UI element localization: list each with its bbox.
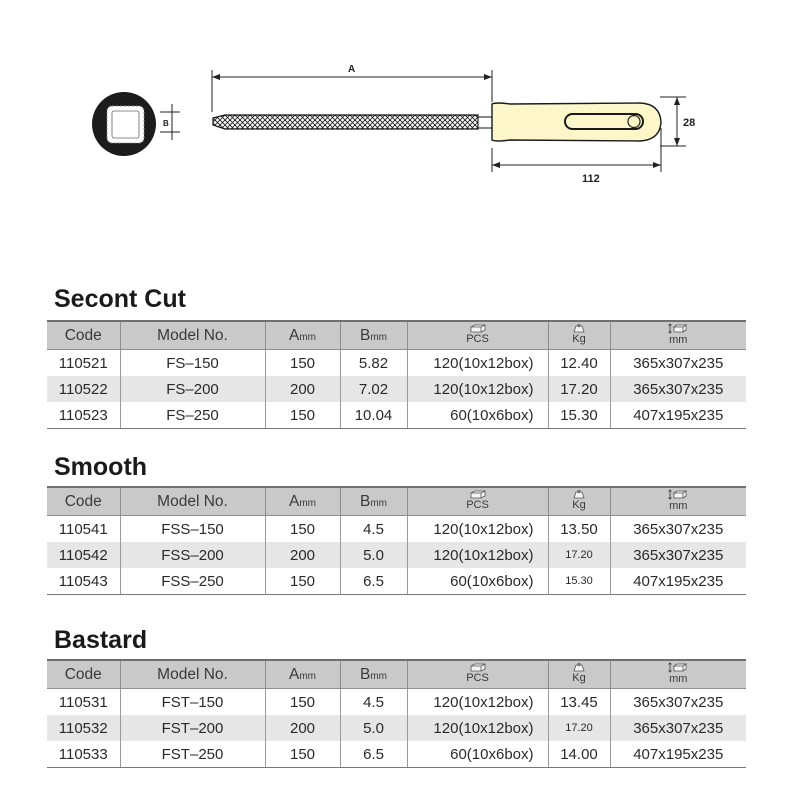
- header-mm: mm: [610, 321, 746, 350]
- header-model: Model No.: [120, 660, 265, 689]
- cell-code: 110521: [58, 354, 108, 372]
- cell-pcs: 60(10x6box): [407, 568, 548, 595]
- cell-model: FS–200: [120, 376, 265, 402]
- spec-table-smooth: [47, 486, 746, 595]
- cell-a: 150: [265, 402, 340, 429]
- section-title-second-cut: Secont Cut: [54, 285, 186, 313]
- cell-a: 200: [265, 542, 340, 568]
- cell-pcs: 120(10x12box): [407, 516, 548, 543]
- cell-dims: 365x307x235: [610, 542, 746, 568]
- table-row: [47, 516, 746, 543]
- header-b: Bmm: [340, 660, 407, 689]
- cell-b: 5.0: [340, 715, 407, 741]
- cell-pcs: 60(10x6box): [407, 402, 548, 429]
- weight-icon: [572, 324, 586, 333]
- weight-icon: [572, 490, 586, 499]
- table-row: [47, 741, 746, 768]
- cell-kg: 17.20: [548, 376, 610, 402]
- cell-code: 110523: [47, 402, 120, 429]
- cell-kg: 15.30: [548, 568, 610, 595]
- cell-kg: 15.30: [548, 402, 610, 429]
- cell-dims: 365x307x235: [610, 516, 746, 543]
- table-row: [47, 376, 746, 402]
- cell-model: FSS–200: [120, 542, 265, 568]
- cell-pcs: 120(10x12box): [407, 542, 548, 568]
- header-code: Code: [47, 660, 120, 689]
- file-handle: [492, 103, 661, 141]
- cell-pcs: 120(10x12box): [407, 350, 548, 377]
- cell-kg: 17.20: [548, 542, 610, 568]
- header-model: Model No.: [120, 321, 265, 350]
- cell-code: 110522: [47, 376, 120, 402]
- header-row: [47, 660, 746, 689]
- table-row: [47, 402, 746, 429]
- cell-pcs: 120(10x12box): [407, 376, 548, 402]
- cell-a: 150: [265, 689, 340, 716]
- cell-b: 7.02: [340, 376, 407, 402]
- cell-kg: 13.45: [548, 689, 610, 716]
- file-blade: [213, 115, 494, 129]
- cell-b: 4.5: [340, 516, 407, 543]
- table-row: [47, 689, 746, 716]
- cell-a: 150: [265, 568, 340, 595]
- table-row: [47, 350, 746, 377]
- cell-model: FSS–250: [120, 568, 265, 595]
- cell-b: 6.5: [340, 568, 407, 595]
- dimension-icon: [668, 489, 688, 500]
- cell-model: FST–150: [120, 689, 265, 716]
- section-title-bastard: Bastard: [54, 626, 148, 654]
- cell-dims: 365x307x235: [610, 376, 746, 402]
- cell-pcs: 120(10x12box): [407, 715, 548, 741]
- cell-b: 5.82: [340, 350, 407, 377]
- cell-code: 110541: [58, 520, 108, 538]
- dim-112-label: 112: [582, 173, 600, 185]
- cell-kg: 13.50: [548, 516, 610, 543]
- dim-a-label: A: [348, 64, 356, 75]
- box-icon: [470, 490, 486, 499]
- cell-a: 150: [265, 741, 340, 768]
- cell-b: 6.5: [340, 741, 407, 768]
- cell-b: 4.5: [340, 689, 407, 716]
- weight-icon: [572, 663, 586, 672]
- cell-kg: 12.40: [548, 350, 610, 377]
- header-row: [47, 487, 746, 516]
- cell-code: 110542: [47, 542, 120, 568]
- cell-pcs: 60(10x6box): [407, 741, 548, 768]
- header-kg: Kg: [548, 487, 610, 516]
- cell-kg: 14.00: [548, 741, 610, 768]
- cell-a: 200: [265, 376, 340, 402]
- cell-model: FS–250: [120, 402, 265, 429]
- cross-section-icon: [92, 92, 156, 156]
- header-pcs: PCS: [407, 487, 548, 516]
- file-diagram: [0, 0, 800, 200]
- header-row: [47, 321, 746, 350]
- dimension-icon: [668, 662, 688, 673]
- header-model: Model No.: [120, 487, 265, 516]
- cell-dims: 407x195x235: [610, 402, 746, 429]
- dimension-b: [160, 104, 180, 140]
- header-code: Code: [47, 321, 120, 350]
- box-icon: [470, 663, 486, 672]
- cell-model: FSS–150: [120, 516, 265, 543]
- cell-dims: 365x307x235: [610, 715, 746, 741]
- dimension-icon: [668, 323, 688, 334]
- header-pcs: PCS: [407, 321, 548, 350]
- cell-model: FST–200: [120, 715, 265, 741]
- cell-b: 5.0: [340, 542, 407, 568]
- cell-dims: 365x307x235: [610, 689, 746, 716]
- table-row: [47, 542, 746, 568]
- header-b: Bmm: [340, 321, 407, 350]
- cell-dims: 407x195x235: [610, 741, 746, 768]
- cell-code: 110533: [47, 741, 120, 768]
- cell-code: 110543: [47, 568, 120, 595]
- dimension-a: [212, 64, 492, 112]
- cell-a: 200: [265, 715, 340, 741]
- header-a: Amm: [265, 660, 340, 689]
- cell-model: FS–150: [120, 350, 265, 377]
- header-b: Bmm: [340, 487, 407, 516]
- dim-b-label: B: [163, 119, 169, 128]
- cell-b: 10.04: [340, 402, 407, 429]
- cell-dims: 365x307x235: [610, 350, 746, 377]
- dim-28-label: 28: [683, 117, 696, 129]
- cell-model: FST–250: [120, 741, 265, 768]
- dimension-handle-height: [660, 97, 695, 146]
- header-code: Code: [47, 487, 120, 516]
- table-row: [47, 568, 746, 595]
- cell-dims: 407x195x235: [610, 568, 746, 595]
- cell-pcs: 120(10x12box): [407, 689, 548, 716]
- cell-a: 150: [265, 350, 340, 377]
- header-a: Amm: [265, 321, 340, 350]
- cell-kg: 17.20: [548, 715, 610, 741]
- table-row: [47, 715, 746, 741]
- header-kg: Kg: [548, 660, 610, 689]
- header-mm: mm: [610, 487, 746, 516]
- cell-a: 150: [265, 516, 340, 543]
- cell-code: 110531: [58, 693, 108, 711]
- section-title-smooth: Smooth: [54, 453, 148, 481]
- spec-table-bastard: [47, 659, 746, 768]
- header-kg: Kg: [548, 321, 610, 350]
- cell-code: 110532: [47, 715, 120, 741]
- header-a: Amm: [265, 487, 340, 516]
- box-icon: [470, 324, 486, 333]
- header-mm: mm: [610, 660, 746, 689]
- spec-table-second-cut: [47, 320, 746, 429]
- header-pcs: PCS: [407, 660, 548, 689]
